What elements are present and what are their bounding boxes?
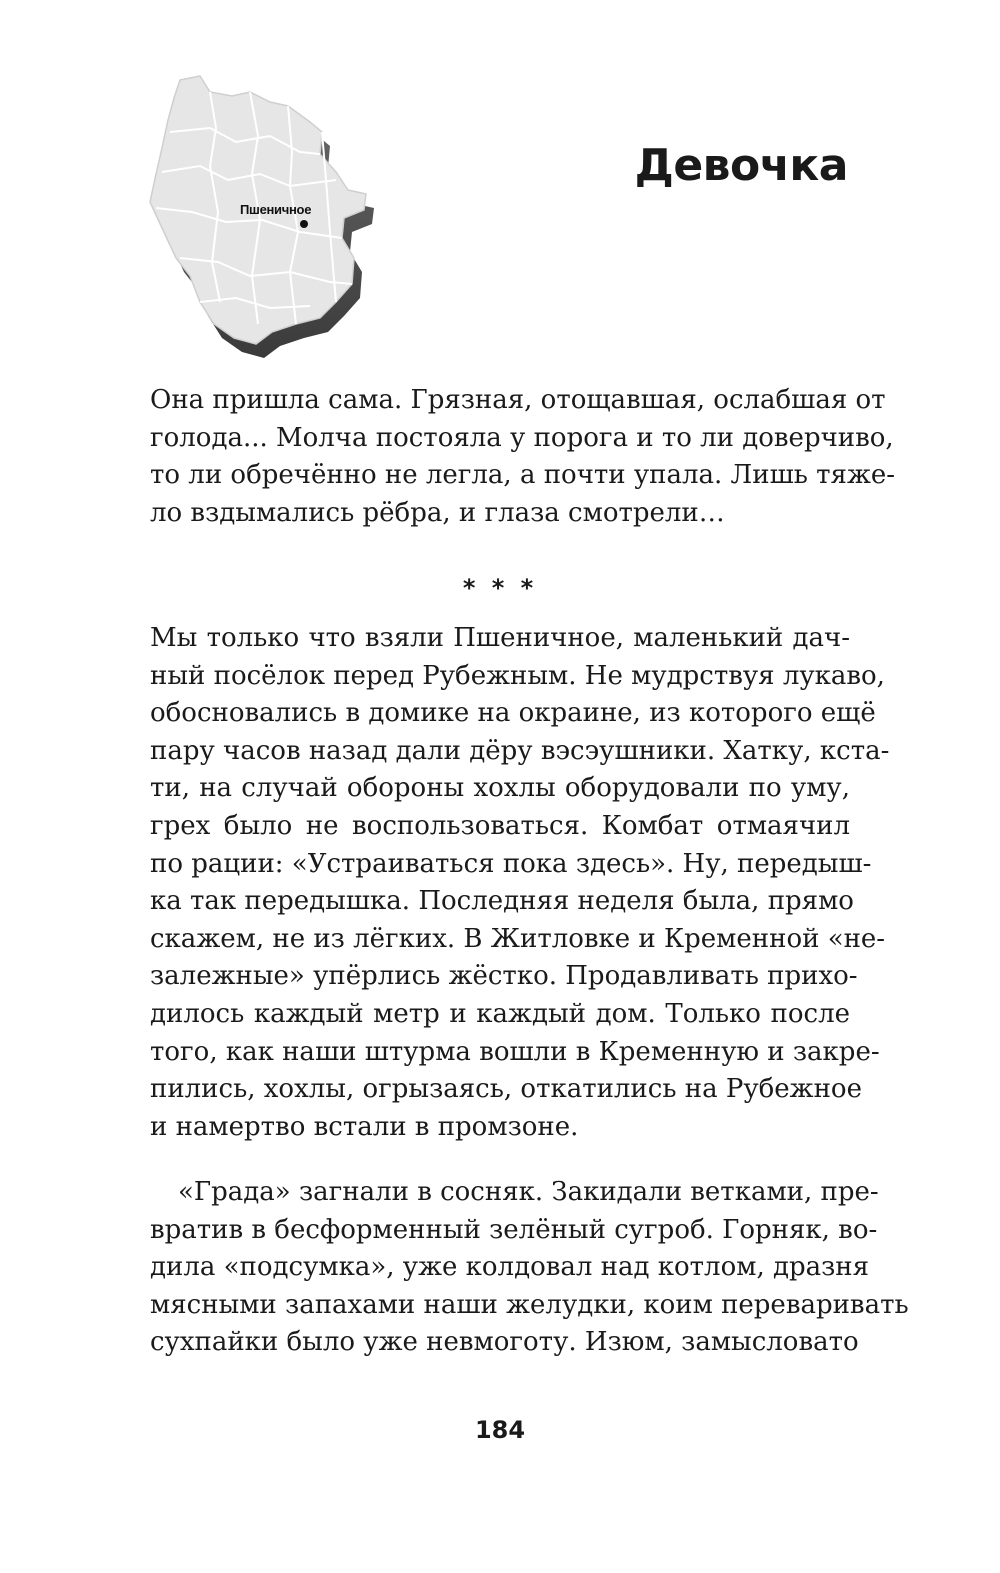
text-line: ный посёлок перед Рубежным. Не мудрствуя лукаво, — [150, 660, 885, 691]
text-line: ло вздымались рёбра, и глаза смотрели… — [150, 497, 725, 528]
page-number: 184 — [474, 1416, 526, 1444]
region-map-icon — [140, 62, 380, 362]
text-line: «Града» загнали в сосняк. Закидали ветками, пре- — [178, 1177, 879, 1207]
paragraph-2 — [150, 620, 890, 1146]
text-line: обосновались в домике на окраине, из которого ещё — [150, 698, 876, 729]
text-line: сухпайки было уже невмоготу. Изюм, замысловато — [150, 1327, 859, 1358]
section-separator: * * * — [462, 574, 538, 602]
text-line: залежные» упёрлись жёстко. Продавливать прихо- — [150, 961, 858, 992]
text-line: пились, хохлы, огрызаясь, откатились на Рубежное — [150, 1074, 862, 1105]
text-line: и намертво встали в промзоне. — [150, 1111, 579, 1142]
text-line: дила «подсумка», уже колдовал над котлом, дразня — [150, 1252, 870, 1283]
map-location-label: Пшеничное — [240, 202, 312, 217]
paragraph-3 — [150, 1174, 909, 1362]
text-line: скажем, не из лёгких. В Житловке и Кременной «не- — [150, 923, 886, 954]
text-line: голода... Молча постояла у порога и то ли доверчиво, — [150, 422, 894, 453]
text-line: вратив в бесформенный зелёный сугроб. Горняк, во- — [150, 1214, 878, 1245]
text-line: дилось каждый метр и каждый дом. Только после — [150, 998, 850, 1029]
text-line: грех было не воспользоваться. Комбат отмаячил — [150, 810, 850, 841]
text-line: ти, на случай обороны хохлы оборудовали по уму, — [150, 773, 850, 804]
text-line: по рации: «Устраиваться пока здесь». Ну, передыш- — [150, 848, 872, 879]
text-line: Она пришла сама. Грязная, отощавшая, ослабшая от — [150, 385, 886, 415]
text-line: мясными запахами наши желудки, коим переваривать — [150, 1289, 909, 1320]
paragraph-1 — [150, 382, 896, 532]
text-line: ка так передышка. Последняя неделя была, прямо — [150, 886, 854, 917]
text-line: то ли обречённо не легла, а почти упала. Лишь тяже- — [150, 460, 896, 491]
text-line: Мы только что взяли Пшеничное, маленький дач- — [150, 623, 850, 653]
chapter-title: Девочка — [634, 140, 848, 191]
text-line: того, как наши штурма вошли в Кременную и закре- — [150, 1036, 880, 1067]
text-line: пару часов назад дали дёру вэсэушники. Хатку, кста- — [150, 735, 890, 766]
location-dot-icon — [300, 220, 308, 228]
